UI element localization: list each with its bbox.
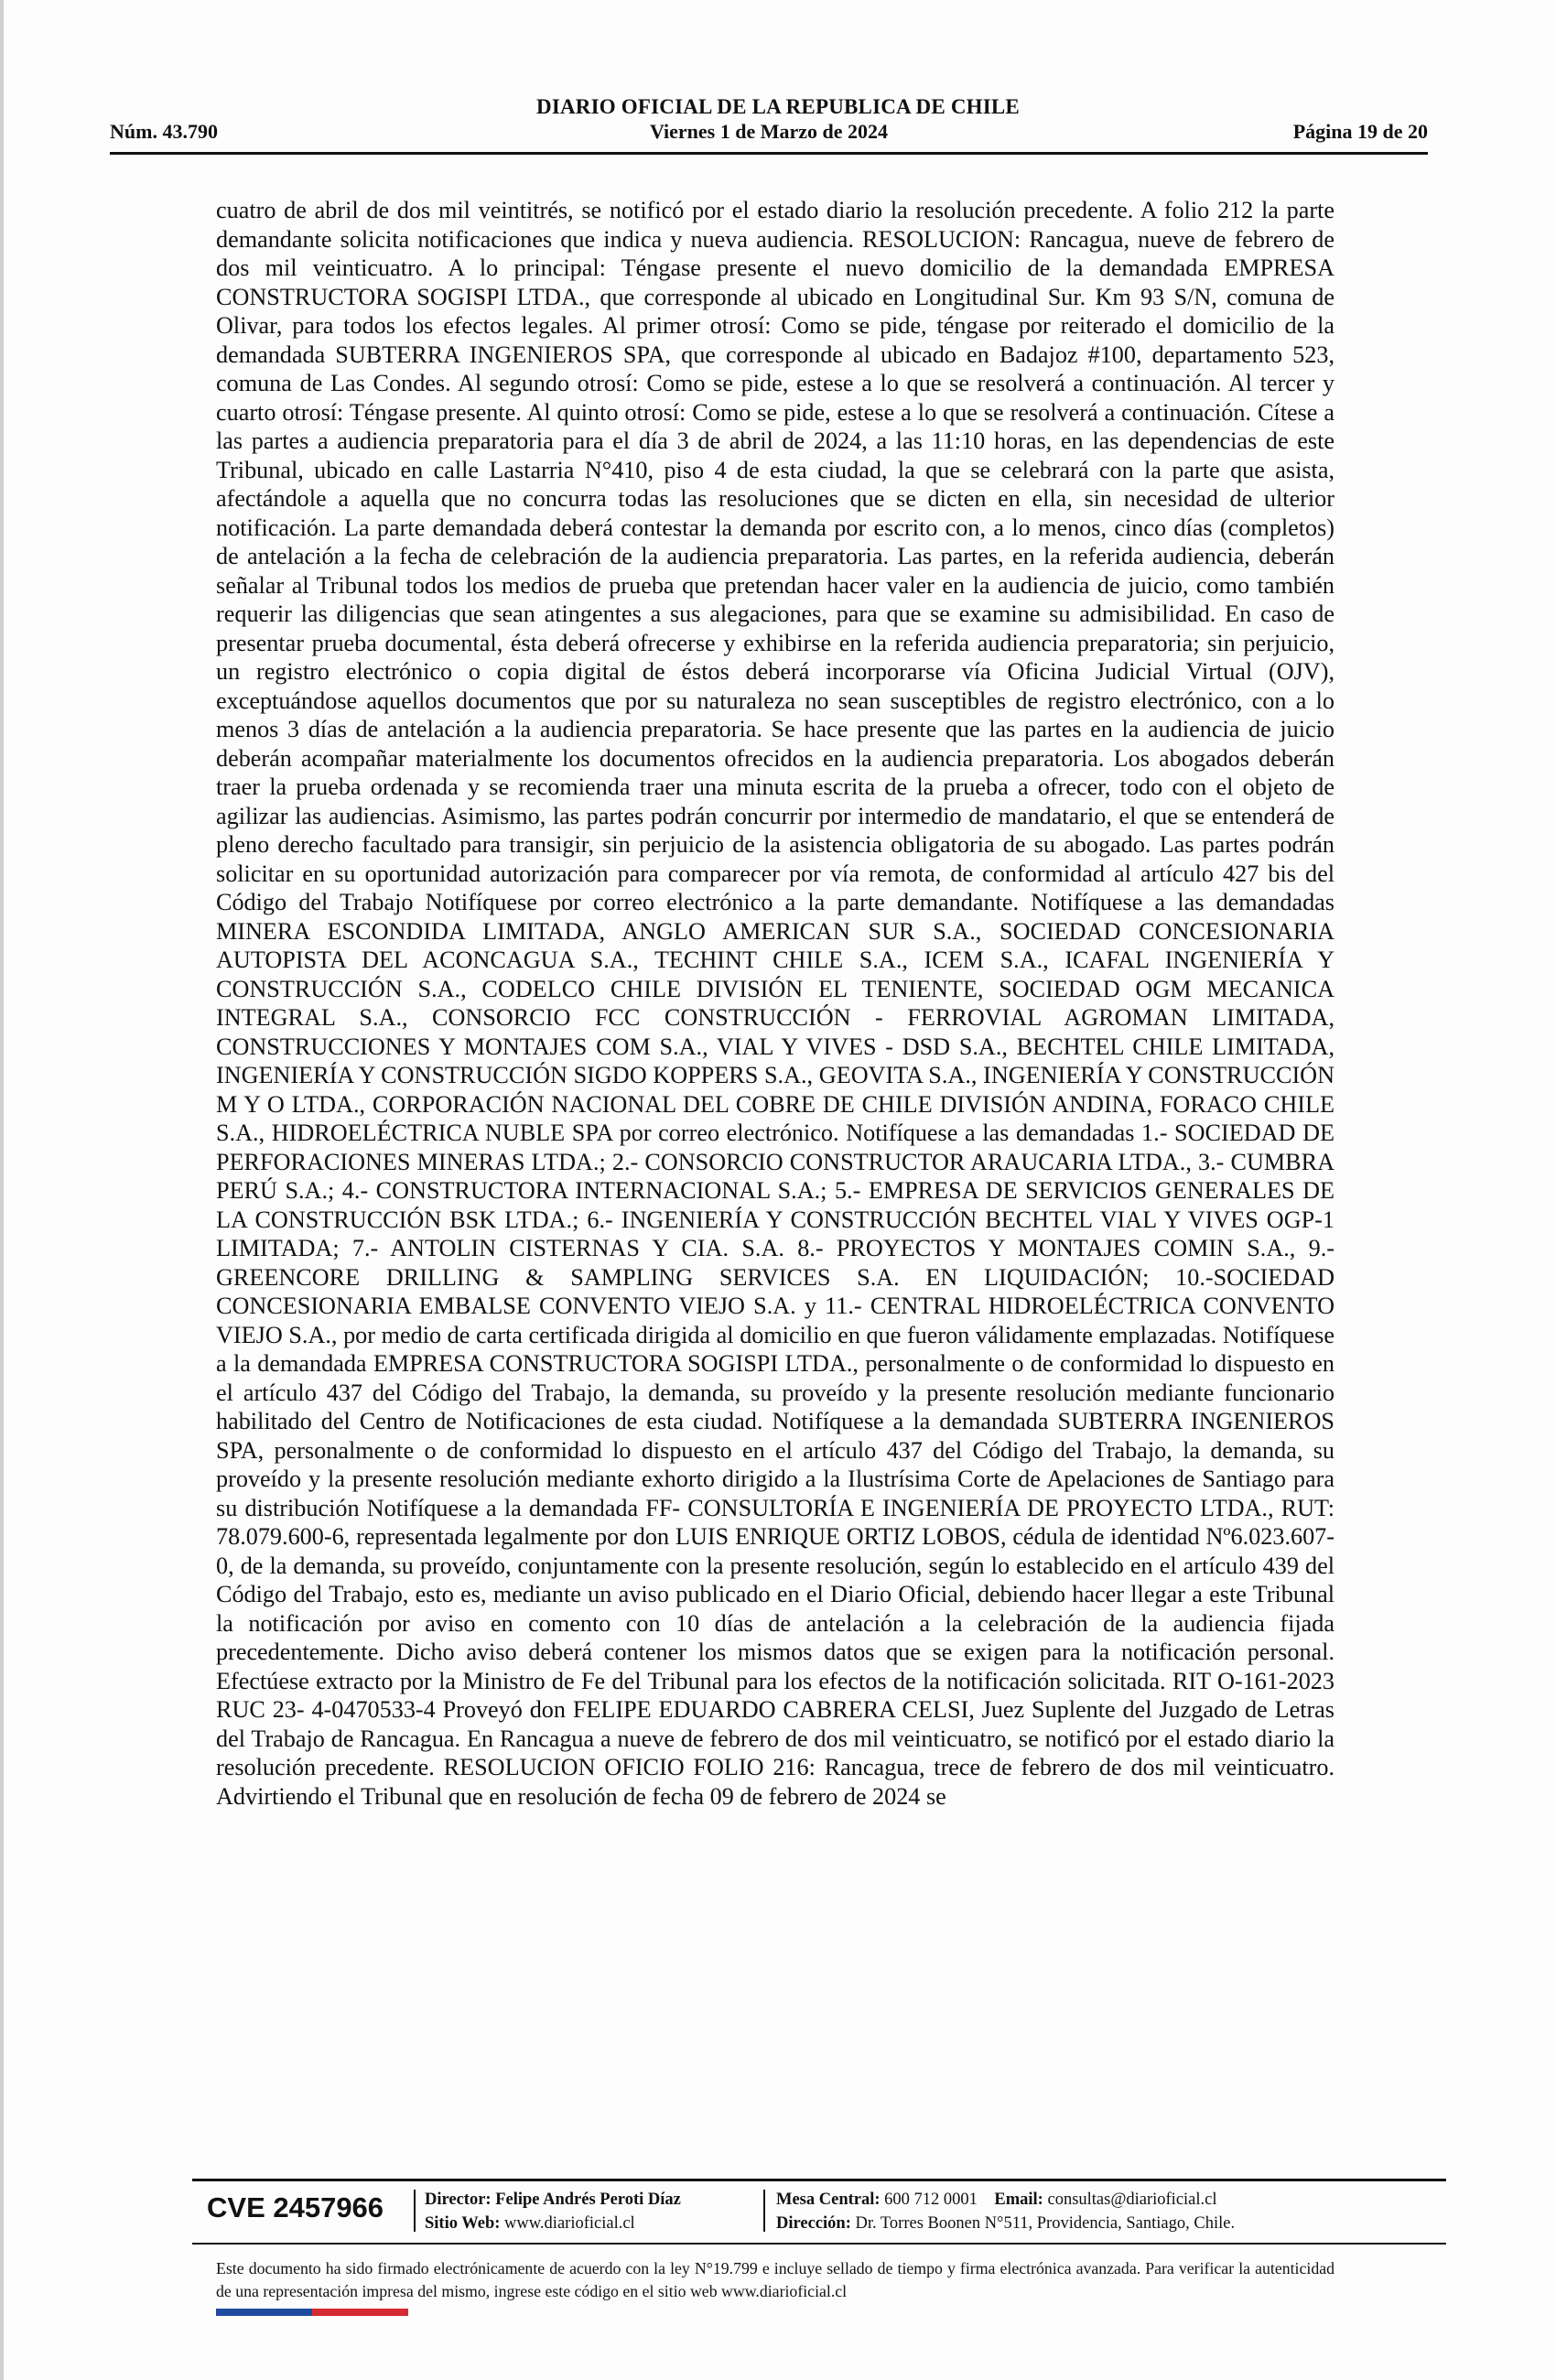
issue-number: Núm. 43.790 [110, 120, 218, 143]
email-label: Email: [994, 2191, 1043, 2209]
site-link[interactable]: www.diarioficial.cl [504, 2214, 635, 2233]
contact-block [776, 2188, 1235, 2235]
email-link[interactable]: consultas@diarioficial.cl [1047, 2191, 1217, 2209]
phone-value: 600 712 0001 [884, 2191, 978, 2209]
issue-date: Viernes 1 de Marzo de 2024 [649, 120, 889, 143]
phone-label: Mesa Central: [776, 2191, 881, 2209]
director-block [425, 2188, 681, 2235]
director-label: Director: [425, 2191, 492, 2209]
address-value: Dr. Torres Boonen N°511, Providencia, Santiago, Chile. [855, 2214, 1236, 2233]
page-indicator: Página 19 de 20 [1292, 120, 1428, 143]
address-label: Dirección: [776, 2214, 851, 2233]
flag-red-segment [312, 2309, 408, 2316]
page-edge-shadow [0, 0, 4, 2380]
header-row [110, 120, 1428, 147]
header-divider [110, 152, 1428, 155]
article-paragraph: cuatro de abril de dos mil veintitrés, se notificó por el estado diario la resolución precedente. A folio 212 la parte demandante solicita notificaciones que indica y nueva audiencia. RESOLUCION: Rancagua, nueve de febrero de dos mil veinticuatro. A lo principal: Téngase presente el nuevo domicilio de la demandada EMPRESA CONSTRUCTORA SOGISPI LTDA., que corresponde al ubicado en Longitudinal Sur. Km 93 S/N, comuna de Olivar, para todos los efectos legales. Al primer otrosí: Como se pide, téngase por reiterado el domicilio de la demandada SUBTERRA INGENIEROS SPA, que corresponde al ubicado en Badajoz #100, departamento 523, comuna de Las Condes. Al segundo otrosí: Como se pide, estese a lo que se resolverá a continuación. Al tercer y cuarto otrosí: Téngase presente. Al quinto otrosí: Como se pide, estese a lo que se resolverá a continuación. Cítese a las partes a audiencia preparatoria para el día 3 de abril de 2024, a las 11:10 horas, en las dependencias de este Tribunal, ubicado en calle Lastarria N°410, piso 4 de esta ciudad, la que se celebrará con la parte que asista, afectándole a aquella que no concurra todas las resoluciones que se dicten en ella, sin necesidad de ulterior notificación. La parte demandada deberá contestar la demanda por escrito con, a lo menos, cinco días (completos) de antelación a la fecha de celebración de la audiencia preparatoria. Las partes, en la referida audiencia, deberán señalar al Tribunal todos los medios de prueba que pretendan hacer valer en la audiencia de juicio, como también requerir las diligencias que sean atingentes a sus alegaciones, para que se examine su admisibilidad. En caso de presentar prueba documental, ésta deberá ofrecerse y exhibirse en la referida audiencia preparatoria; sin perjuicio, un registro electrónico o copia digital de éstos deberá incorporarse vía Oficina Judicial Virtual (OJV), exceptuándose aquellos documentos que por su naturaleza no sean susceptibles de registro electrónico, con a lo menos 3 días de antelación a la audiencia preparatoria. Se hace presente que las partes en la audiencia de juicio deberán acompañar materialmente los documentos ofrecidos en la audiencia preparatoria. Los abogados deberán traer la prueba ordenada y se recomienda traer una minuta escrita de la prueba a ofrecer, todo con el objeto de agilizar las audiencias. Asimismo, las partes podrán concurrir por intermedio de mandatario, el que se entenderá de pleno derecho facultado para transigir, sin perjuicio de la asistencia obligatoria de su abogado. Las partes podrán solicitar en su oportunidad autorización para comparecer por vía remota, de conformidad al artículo 427 bis del Código del Trabajo Notifíquese por correo electrónico a la parte demandante. Notifíquese a las demandadas MINERA ESCONDIDA LIMITADA, ANGLO AMERICAN SUR S.A., SOCIEDAD CONCESIONARIA AUTOPISTA DEL ACONCAGUA S.A., TECHINT CHILE S.A., ICEM S.A., ICAFAL INGENIERÍA Y CONSTRUCCIÓN S.A., CODELCO CHILE DIVISIÓN EL TENIENTE, SOCIEDAD OGM MECANICA INTEGRAL S.A., CONSORCIO FCC CONSTRUCCIÓN - FERROVIAL AGROMAN LIMITADA, CONSTRUCCIONES Y MONTAJES COM S.A., VIAL Y VIVES - DSD S.A., BECHTEL CHILE LIMITADA, INGENIERÍA Y CONSTRUCCIÓN SIGDO KOPPERS S.A., GEOVITA S.A., INGENIERÍA Y CONSTRUCCIÓN M Y O LTDA., CORPORACIÓN NACIONAL DEL COBRE DE CHILE DIVISIÓN ANDINA, FORACO CHILE S.A., HIDROELÉCTRICA NUBLE SPA por correo electrónico. Notifíquese a las demandadas 1.- SOCIEDAD DE PERFORACIONES MINERAS LTDA.; 2.- CONSORCIO CONSTRUCTOR ARAUCARIA LTDA., 3.- CUMBRA PERÚ S.A.; 4.- CONSTRUCTORA INTERNACIONAL S.A.; 5.- EMPRESA DE SERVICIOS GENERALES DE LA CONSTRUCCIÓN BSK LTDA.; 6.- INGENIERÍA Y CONSTRUCCIÓN BECHTEL VIAL Y VIVES OGP-1 LIMITADA; 7.- ANTOLIN CISTERNAS Y CIA. S.A. 8.- PROYECTOS Y MONTAJES COMIN S.A., 9.- GREENCORE DRILLING & SAMPLING SERVICES S.A. EN LIQUIDACIÓN; 10.-SOCIEDAD CONCESIONARIA EMBALSE CONVENTO VIEJO S.A. y 11.- CENTRAL HIDROELÉCTRICA CONVENTO VIEJO S.A., por medio de carta certificada dirigida al domicilio en que fueron válidamente emplazadas. Notifíquese a la demandada EMPRESA CONSTRUCTORA SOGISPI LTDA., personalmente o de conformidad lo dispuesto en el artículo 437 del Código del Trabajo, la demanda, su proveído y la presente resolución mediante funcionario habilitado del Centro de Notificaciones de esta ciudad. Notifíquese a la demandada SUBTERRA INGENIEROS SPA, personalmente o de conformidad lo dispuesto en el artículo 437 del Código del Trabajo, la demanda, su proveído y la presente resolución mediante exhorto dirigido a la Ilustrísima Corte de Apelaciones de Santiago para su distribución Notifíquese a la demandada FF- CONSULTORÍA E INGENIERÍA DE PROYECTO LTDA., RUT: 78.079.600-6, representada legalmente por don LUIS ENRIQUE ORTIZ LOBOS, cédula de identidad Nº6.023.607-0, de la demanda, su proveído, conjuntamente con la presente resolución, según lo establecido en el artículo 439 del Código del Trabajo, esto es, mediante un aviso publicado en el Diario Oficial, debiendo hacer llegar a este Tribunal la notificación por aviso en comento con 10 días de antelación a la celebración de la audiencia fijada precedentemente. Dicho aviso deberá contener los mismos datos que se exigen para la notificación personal. Efectúese extracto por la Ministro de Fe del Tribunal para los efectos de la notificación solicitada. RIT O-161-2023 RUC 23- 4-0470533-4 Proveyó don FELIPE EDUARDO CABRERA CELSI, Juez Suplente del Juzgado de Letras del Trabajo de Rancagua. En Rancagua a nueve de febrero de dos mil veinticuatro, se notificó por el estado diario la resolución precedente. RESOLUCION OFICIO FOLIO 216: Rancagua, trece de febrero de dos mil veinticuatro. Advirtiendo el Tribunal que en resolución de fecha 09 de febrero de 2024 se [216, 197, 1334, 1810]
newspaper-title: DIARIO OFICIAL DE LA REPUBLICA DE CHILE [536, 95, 1020, 118]
footer-top-divider [192, 2179, 1446, 2181]
legal-notice: Este documento ha sido firmado electrónicamente de acuerdo con la ley N°19.799 e incluye sellado de tiempo y firma electrónica avanzada. Para verificar la autenticidad de una representación impresa del mismo, ingrese este código en el sitio web www.diarioficial.cl [216, 2259, 1334, 2300]
flag-blue-segment [216, 2309, 312, 2316]
chile-flag-stripe [216, 2309, 408, 2316]
cve-code: CVE 2457966 [207, 2191, 384, 2223]
footer-bottom-divider [192, 2243, 1446, 2245]
footer-separator [763, 2190, 765, 2232]
director-name: Felipe Andrés Peroti Díaz [495, 2191, 681, 2209]
article-body [216, 196, 1334, 1811]
site-label: Sitio Web: [425, 2214, 501, 2233]
footer-separator [414, 2190, 416, 2232]
